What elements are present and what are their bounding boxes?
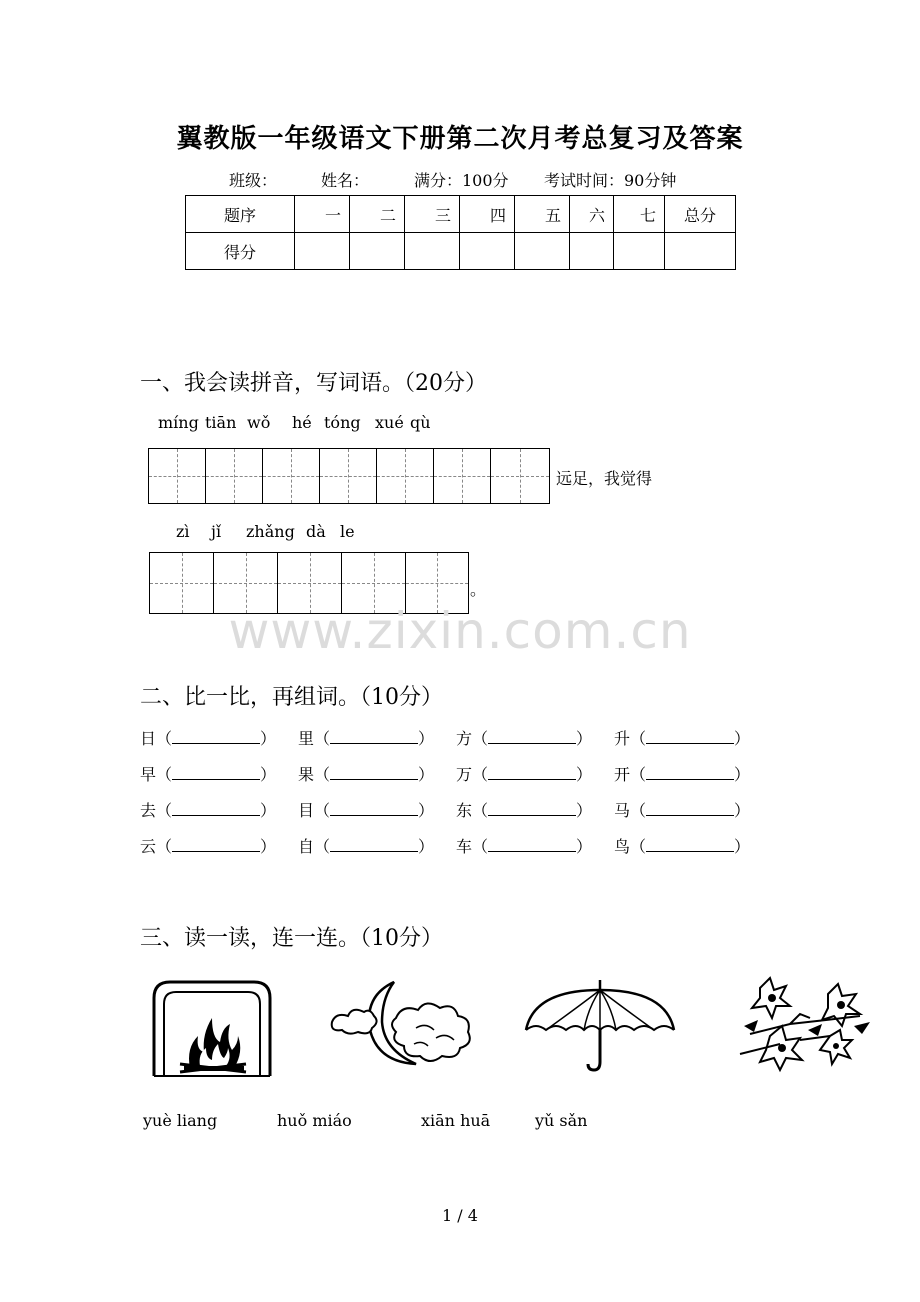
pinyin-word[interactable]: yuè liang (143, 1111, 218, 1130)
writing-grid-1[interactable] (148, 448, 550, 504)
character: 车 (456, 837, 473, 856)
paren-open: （ (630, 837, 647, 856)
paren-open: （ (472, 801, 489, 820)
pinyin-word[interactable]: yǔ sǎn (535, 1111, 588, 1130)
pinyin: zhǎng (246, 522, 295, 541)
class-label: 班级： (229, 171, 278, 190)
pinyin-word[interactable]: xiān huā (421, 1111, 491, 1130)
character: 目 (298, 801, 315, 820)
paren-open: （ (314, 729, 331, 748)
paren-open: （ (156, 765, 173, 784)
pinyin: tiān (205, 413, 237, 432)
score-input-cell[interactable] (614, 233, 665, 270)
paren-close: ） (418, 729, 435, 748)
character: 方 (456, 729, 473, 748)
sentence-text: 远足，我觉得 (556, 469, 653, 488)
pinyin: tóng (324, 413, 361, 432)
table-cell: 七 (614, 196, 665, 233)
score-table-score-row (186, 233, 736, 270)
paren-open: （ (472, 729, 489, 748)
answer-blank[interactable] (646, 801, 734, 816)
paren-close: ） (418, 837, 435, 856)
writing-cell[interactable] (319, 448, 377, 504)
character: 云 (140, 837, 157, 856)
pinyin: qù (410, 413, 431, 432)
pinyin-word[interactable]: huǒ miáo (277, 1111, 352, 1130)
table-cell: 四 (460, 196, 515, 233)
character: 鸟 (614, 837, 631, 856)
page-number: 1 / 4 (442, 1206, 478, 1225)
paren-close: ） (576, 837, 593, 856)
writing-cell[interactable] (148, 448, 206, 504)
character: 东 (456, 801, 473, 820)
answer-blank[interactable] (330, 837, 418, 852)
answer-blank[interactable] (488, 837, 576, 852)
moon-cloud-icon[interactable] (330, 978, 474, 1074)
character: 早 (140, 765, 157, 784)
score-input-cell[interactable] (350, 233, 405, 270)
character: 里 (298, 729, 315, 748)
score-input-cell[interactable] (570, 233, 614, 270)
character: 自 (298, 837, 315, 856)
word-group-row (140, 798, 754, 821)
section-2-heading: 二、比一比，再组词。（10分） (140, 685, 443, 710)
page-title: 翼教版一年级语文下册第二次月考总复习及答案 (176, 124, 744, 154)
character: 日 (140, 729, 157, 748)
writing-cell[interactable] (205, 448, 263, 504)
fire-icon[interactable] (150, 978, 274, 1078)
pinyin: zì (176, 522, 190, 541)
score-input-cell[interactable] (665, 233, 736, 270)
pinyin: míng (158, 413, 199, 432)
score-table-header-row (186, 196, 736, 233)
paren-close: ） (260, 729, 277, 748)
paren-close: ） (418, 765, 435, 784)
paren-open: （ (314, 837, 331, 856)
character: 马 (614, 801, 631, 820)
paren-open: （ (630, 729, 647, 748)
table-cell: 三 (405, 196, 460, 233)
answer-blank[interactable] (172, 837, 260, 852)
paren-open: （ (314, 765, 331, 784)
paren-open: （ (472, 765, 489, 784)
table-cell: 六 (570, 196, 614, 233)
table-cell: 二 (350, 196, 405, 233)
answer-blank[interactable] (646, 765, 734, 780)
pinyin: jǐ (211, 522, 222, 541)
paren-open: （ (472, 837, 489, 856)
paren-close: ） (734, 801, 751, 820)
pinyin: dà (306, 522, 326, 541)
umbrella-icon[interactable] (522, 978, 678, 1072)
answer-blank[interactable] (488, 729, 576, 744)
paren-open: （ (156, 729, 173, 748)
table-cell: 一 (295, 196, 350, 233)
paren-close: ） (576, 729, 593, 748)
paren-close: ） (734, 837, 751, 856)
score-table (185, 195, 736, 270)
section-3-heading: 三、读一读，连一连。（10分） (140, 926, 443, 951)
paren-open: （ (314, 801, 331, 820)
full-score: 满分：100分 (414, 171, 509, 190)
writing-cell[interactable] (262, 448, 320, 504)
pinyin: wǒ (247, 413, 271, 432)
character: 升 (614, 729, 631, 748)
writing-cell[interactable] (376, 448, 434, 504)
paren-open: （ (156, 837, 173, 856)
character: 去 (140, 801, 157, 820)
paren-close: ） (260, 801, 277, 820)
table-cell: 总分 (665, 196, 736, 233)
word-group-row (140, 762, 754, 785)
answer-blank[interactable] (646, 729, 734, 744)
answer-blank[interactable] (330, 765, 418, 780)
score-input-cell[interactable] (405, 233, 460, 270)
answer-blank[interactable] (488, 765, 576, 780)
table-cell: 五 (515, 196, 570, 233)
exam-time: 考试时间：90分钟 (544, 171, 677, 190)
table-cell: 得分 (186, 233, 295, 270)
paren-close: ） (576, 765, 593, 784)
name-label: 姓名： (321, 171, 370, 190)
sentence-period: 。 (470, 580, 487, 599)
word-group-row (140, 834, 754, 857)
paren-close: ） (260, 765, 277, 784)
character: 果 (298, 765, 315, 784)
paren-close: ） (734, 765, 751, 784)
pinyin: hé (292, 413, 312, 432)
watermark: www.zixin.com.cn (228, 602, 692, 660)
answer-blank[interactable] (330, 801, 418, 816)
paren-open: （ (630, 801, 647, 820)
paren-open: （ (630, 765, 647, 784)
flowers-icon[interactable] (730, 974, 874, 1074)
paren-open: （ (156, 801, 173, 820)
character: 万 (456, 765, 473, 784)
paren-close: ） (418, 801, 435, 820)
answer-blank[interactable] (488, 801, 576, 816)
table-cell: 题序 (186, 196, 295, 233)
answer-blank[interactable] (646, 837, 734, 852)
paren-close: ） (734, 729, 751, 748)
score-input-cell[interactable] (460, 233, 515, 270)
section-1-heading: 一、我会读拼音，写词语。（20分） (140, 371, 487, 396)
writing-cell[interactable] (490, 448, 550, 504)
score-input-cell[interactable] (295, 233, 350, 270)
word-group-row (140, 726, 754, 749)
answer-blank[interactable] (172, 765, 260, 780)
paren-close: ） (576, 801, 593, 820)
character: 开 (614, 765, 631, 784)
answer-blank[interactable] (172, 801, 260, 816)
pinyin: xué (375, 413, 404, 432)
writing-cell[interactable] (433, 448, 491, 504)
answer-blank[interactable] (330, 729, 418, 744)
paren-close: ） (260, 837, 277, 856)
score-input-cell[interactable] (515, 233, 570, 270)
answer-blank[interactable] (172, 729, 260, 744)
pinyin: le (340, 522, 355, 541)
